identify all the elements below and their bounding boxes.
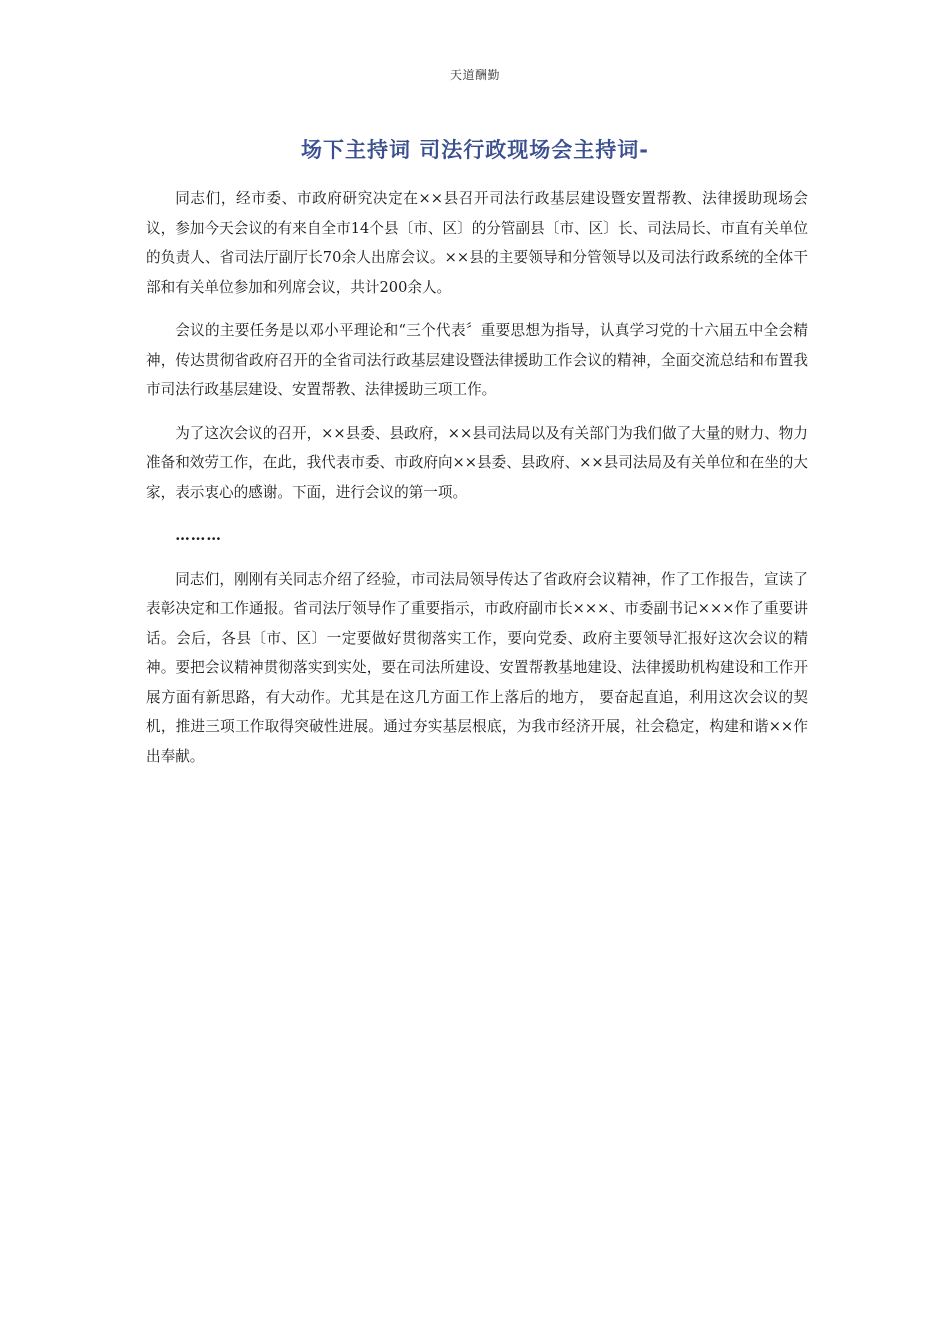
paragraph-closing: 同志们，刚刚有关同志介绍了经验，市司法局领导传达了省政府会议精神，作了工作报告，宣读了表彰决定和工作通报。省司法厅领导作了重要指示，市政府副市长×××、市委副书记×××作了重要讲话。会后，各县〔市、区〕一定要做好贯彻落实工作，要向党委、政府主要领导汇报好这次会议的精神。要把会议精神贯彻落实到实处，要在司法所建设、安置帮教基地建设、法律援助机构建设和工作开展方面有新思路，有大动作。尤其是在这几方面工作上落后的地方， 要奋起直追，利用这次会议的契机，推进三项工作取得突破性进展。通过夯实基层根底，为我市经济开展，社会稳定，构建和谐××作出奉献。: [146, 570, 808, 765]
document-body: [146, 184, 808, 785]
document-title: 场下主持词 司法行政现场会主持词-: [300, 138, 650, 162]
page-header: 天道酬勤: [449, 68, 500, 82]
paragraph-thanks: 为了这次会议的召开，××县委、县政府，××县司法局以及有关部门为我们做了大量的财力、物力准备和效劳工作，在此，我代表市委、市政府向××县委、县政府、××县司法局及有关单位和在坐的大家，表示衷心的感谢。下面，进行会议的第一项。: [146, 424, 808, 501]
ellipsis-separator: ………: [175, 527, 222, 544]
paragraph-opening: 同志们，经市委、市政府研究决定在××县召开司法行政基层建设暨安置帮教、法律援助现场会议，参加今天会议的有来自全市14个县〔市、区〕的分管副县〔市、区〕长、司法局长、市直有关单位的负责人、省司法厅副厅长70余人出席会议。××县的主要领导和分管领导以及司法行政系统的全体干部和有关单位参加和列席会议，共计200余人。: [146, 190, 808, 296]
paragraph-task: 会议的主要任务是以邓小平理论和“三个代表〞重要思想为指导，认真学习党的十六届五中全会精神，传达贯彻省政府召开的全省司法行政基层建设暨法律援助工作会议的精神，全面交流总结和布置我市司法行政基层建设、安置帮教、法律援助三项工作。: [146, 322, 808, 398]
